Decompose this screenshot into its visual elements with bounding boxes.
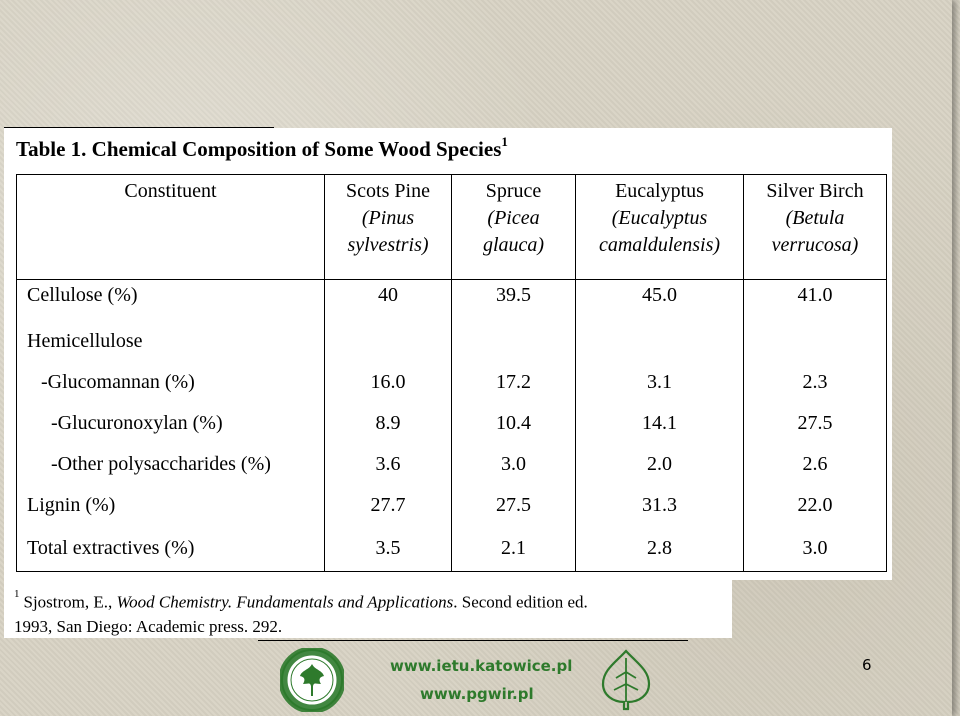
species-latin-genus: (Eucalyptus bbox=[611, 207, 708, 229]
table-title bbox=[16, 136, 508, 162]
table-cell: 3.5 bbox=[325, 526, 452, 572]
composition-table bbox=[16, 174, 887, 572]
species-latin-epithet: camaldulensis) bbox=[598, 234, 721, 256]
species-latin-epithet: sylvestris) bbox=[347, 234, 429, 256]
header-constituent: Constituent bbox=[17, 175, 325, 280]
table-row bbox=[17, 485, 887, 526]
header-species bbox=[744, 175, 887, 280]
row-label: -Glucomannan (%) bbox=[41, 370, 195, 393]
footnote bbox=[14, 586, 734, 639]
table-cell: 45.0 bbox=[576, 280, 744, 321]
row-label: -Other polysaccharides (%) bbox=[51, 452, 271, 475]
table-cell: 2.6 bbox=[744, 444, 887, 485]
table-title-text: . Chemical Composition of Some Wood Species bbox=[81, 137, 502, 161]
row-label: Hemicellulose bbox=[17, 321, 325, 362]
footnote-author: Sjostrom, E., bbox=[23, 592, 113, 612]
table-cell: 41.0 bbox=[744, 280, 887, 321]
species-latin-genus: (Betula bbox=[785, 207, 845, 229]
page-number: 6 bbox=[862, 656, 872, 674]
table-cell: 27.7 bbox=[325, 485, 452, 526]
table-row bbox=[17, 362, 887, 403]
table-cell: 2.0 bbox=[576, 444, 744, 485]
table-title-label: Table 1 bbox=[16, 137, 82, 161]
table-cell: 27.5 bbox=[744, 403, 887, 444]
table-cell bbox=[576, 321, 744, 362]
header-species bbox=[576, 175, 744, 280]
row-label-cell bbox=[17, 362, 325, 403]
row-label: Cellulose (%) bbox=[17, 280, 325, 321]
species-common-name: Scots Pine bbox=[346, 180, 430, 202]
table-cell: 3.6 bbox=[325, 444, 452, 485]
species-latin-epithet: verrucosa) bbox=[771, 234, 859, 256]
table-cell: 17.2 bbox=[452, 362, 576, 403]
footnote-rest: . Second edition ed. bbox=[453, 592, 588, 612]
species-common-name: Silver Birch bbox=[766, 180, 864, 202]
row-label: Total extractives (%) bbox=[17, 526, 325, 572]
footnote-marker: 1 bbox=[14, 588, 20, 600]
row-label: -Glucuronoxylan (%) bbox=[51, 411, 223, 434]
species-common-name: Eucalyptus bbox=[615, 180, 704, 202]
table-cell: 40 bbox=[325, 280, 452, 321]
row-label-cell bbox=[17, 403, 325, 444]
table-row bbox=[17, 444, 887, 485]
leaf-logo-icon bbox=[598, 648, 654, 712]
table-cell: 2.1 bbox=[452, 526, 576, 572]
header-row bbox=[17, 175, 887, 280]
table-cell: 2.3 bbox=[744, 362, 887, 403]
table-cell: 3.1 bbox=[576, 362, 744, 403]
table-cell bbox=[452, 321, 576, 362]
footnote-work: Wood Chemistry. Fundamentals and Applications bbox=[116, 592, 454, 612]
table-row bbox=[17, 321, 887, 362]
table-cell: 3.0 bbox=[452, 444, 576, 485]
table-cell: 8.9 bbox=[325, 403, 452, 444]
species-latin-genus: (Pinus bbox=[361, 207, 415, 229]
institute-seal-icon bbox=[280, 648, 344, 712]
row-label: Lignin (%) bbox=[17, 485, 325, 526]
species-latin-genus: (Picea bbox=[487, 207, 540, 229]
table-cell: 10.4 bbox=[452, 403, 576, 444]
title-footnote-marker: 1 bbox=[501, 134, 508, 149]
table-row bbox=[17, 526, 887, 572]
table-cell: 39.5 bbox=[452, 280, 576, 321]
header-species bbox=[325, 175, 452, 280]
table-cell: 31.3 bbox=[576, 485, 744, 526]
species-common-name: Spruce bbox=[485, 180, 542, 202]
table-cell: 22.0 bbox=[744, 485, 887, 526]
table-cell: 2.8 bbox=[576, 526, 744, 572]
bottom-rule bbox=[258, 640, 688, 641]
table-cell: 27.5 bbox=[452, 485, 576, 526]
header-species bbox=[452, 175, 576, 280]
table-row bbox=[17, 280, 887, 321]
table-row bbox=[17, 403, 887, 444]
top-rule bbox=[4, 127, 274, 128]
table-cell: 14.1 bbox=[576, 403, 744, 444]
table-cell: 3.0 bbox=[744, 526, 887, 572]
row-label-cell bbox=[17, 444, 325, 485]
table-cell bbox=[744, 321, 887, 362]
table-cell bbox=[325, 321, 452, 362]
species-latin-epithet: glauca) bbox=[482, 234, 545, 256]
pgwir-url-link[interactable]: www.pgwir.pl bbox=[420, 685, 534, 703]
ietu-url-link[interactable]: www.ietu.katowice.pl bbox=[390, 657, 573, 675]
table-cell: 16.0 bbox=[325, 362, 452, 403]
footnote-line2: 1993, San Diego: Academic press. 292. bbox=[14, 616, 283, 636]
